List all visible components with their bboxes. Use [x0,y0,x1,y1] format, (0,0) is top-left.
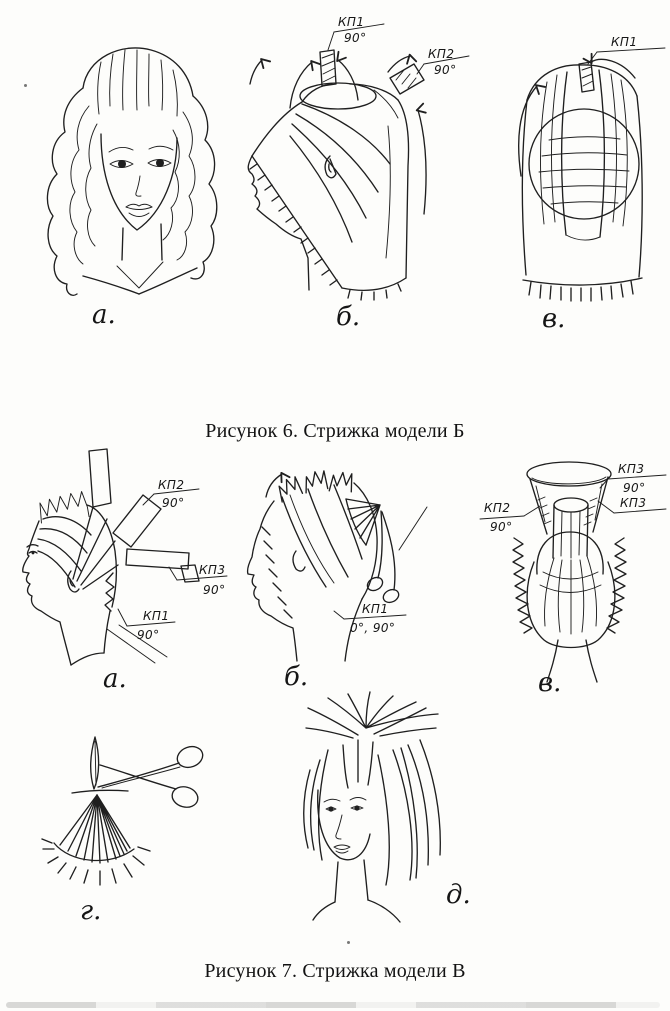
neck-and-shoulders [313,860,400,922]
kp3-bottom-label: КП3 [620,496,647,510]
figure6-panel-a-label: а. [92,300,116,330]
spiky-hair [304,692,441,885]
figure7-panel-a [15,443,245,673]
figure7-panel-d-label: д. [446,880,471,910]
figure6-panel-b-drawing [238,6,473,311]
direction-arrow [266,474,282,497]
figure6-panel-a-drawing [25,14,235,304]
figure7-panel-b-label: б. [284,662,309,692]
neck-and-shoulders [83,224,197,294]
hatched-strand-kp2 [390,64,424,94]
kp1-label: КП1 [611,35,638,49]
ear [325,156,336,178]
long-hair [47,48,216,295]
kp3-bottom-annotation [598,496,666,513]
scissors-icon [98,743,206,810]
head-profile [248,83,408,290]
figure7-panel-b-drawing [238,455,453,670]
kp3-top-angle: 90° [623,481,646,495]
kp1-annotation [334,602,406,635]
figure6-panel-a [25,14,235,304]
figure6-panel-v-drawing [487,28,667,313]
figure7-panel-v [450,442,668,687]
kp2-label: КП2 [158,478,185,492]
scan-speck [347,941,350,944]
kp1-annotation [118,609,175,642]
front-tuft-zigzag [37,491,89,525]
hair-cone [54,795,134,863]
figure7-panel-a-drawing [15,443,245,673]
kp3-angle: 90° [203,583,226,597]
direction-arrows [250,56,426,214]
kp3-label: КП3 [199,563,226,577]
figure6-panel-v [487,28,667,313]
kp1-label: КП1 [338,15,365,29]
figure7-panel-g-label: г. [80,896,102,926]
figure6-panel-b-label: б. [336,302,361,332]
kp2-annotation [417,47,469,77]
control-sphere [529,109,639,219]
kp1-annotation [328,15,384,50]
face [318,790,370,860]
fringe-zigzag [262,527,292,618]
kp2-label: КП2 [428,47,455,61]
kp3-top-annotation [600,462,666,495]
kp2-label: КП2 [484,501,511,515]
figure7-panel-v-drawing [450,442,668,687]
direction-arrows [519,59,635,176]
figure7-panel-a-label: а. [103,664,127,694]
figure7-panel-b [238,455,453,670]
pulled-strands [89,449,199,582]
kp1-angle: 90° [137,628,160,642]
figure6-panel-b [238,6,473,311]
crown-tufts [276,471,354,502]
surrounding-hair [42,839,150,885]
kp3-top-label: КП3 [618,462,645,476]
kp1-angle: 90° [344,31,367,45]
kp2-annotation [480,501,540,534]
kp2-angle: 90° [162,496,185,510]
figure6-panel-v-label: в. [542,304,566,334]
hatched-strand [579,62,594,92]
figure7-panel-g [40,715,240,900]
hatched-strand-kp1 [320,50,336,86]
figure7-panel-v-label: в. [538,668,562,698]
scan-edge-band [6,1002,660,1008]
ponytail-cylinder [553,498,588,558]
section-arcs [290,90,398,242]
fringe-hatch-ticks [250,164,401,300]
figure6-caption: Рисунок 6. Стрижка модели Б [205,420,465,442]
section-bands [38,507,118,589]
kp1-label: КП1 [362,602,389,616]
figure7-panel-g-drawing [40,715,240,900]
kp1-angle: 0°, 90° [350,621,396,635]
scan-speck [24,84,27,87]
ear [293,551,305,571]
figure7-caption: Рисунок 7. Стрижка модели В [204,960,466,982]
kp2-angle: 90° [434,63,457,77]
kp1-label: КП1 [143,609,170,623]
kp2-annotation [143,478,199,510]
bottom-fringe-ticks [529,281,633,301]
kp2-angle: 90° [490,520,513,534]
face [101,134,177,230]
